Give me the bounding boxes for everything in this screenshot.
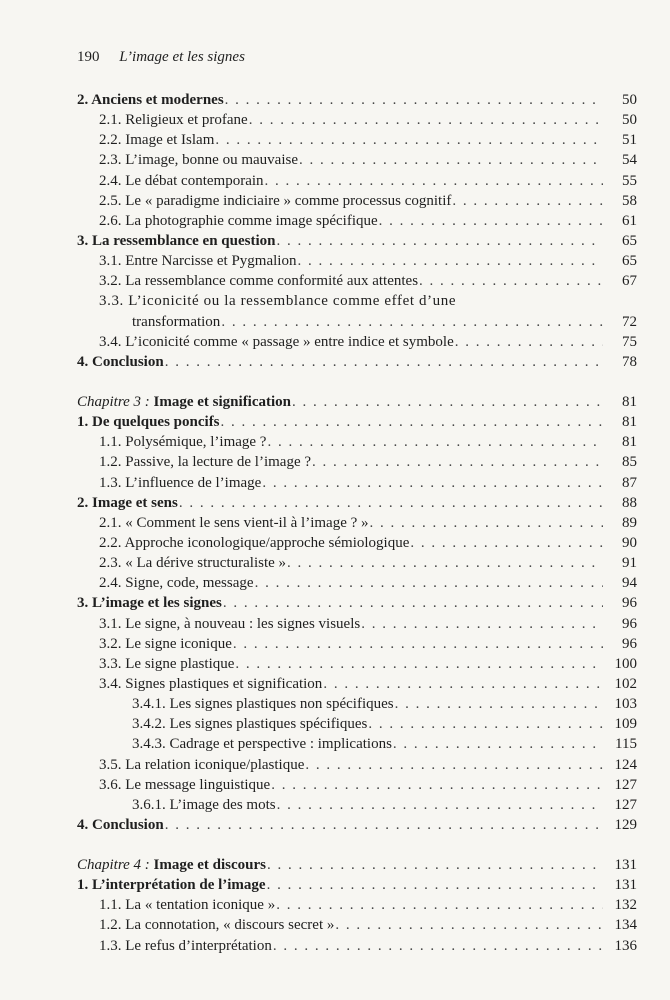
leader-dots (292, 392, 603, 412)
chapter-3-entries (77, 412, 637, 835)
toc-entry-number: 3.4.3. (132, 736, 166, 753)
toc-section-a (77, 90, 637, 291)
leader-dots (370, 513, 603, 533)
toc-entry (77, 755, 637, 775)
toc-entry (77, 573, 637, 593)
toc-entry-text: Le débat contemporain (125, 172, 264, 189)
leader-dots (276, 231, 603, 251)
toc-entry (77, 452, 637, 472)
toc-entry-number: 1.2. (99, 454, 122, 471)
toc-entry-number: 3. (77, 595, 89, 612)
toc-entry-page: 109 (614, 716, 637, 733)
toc-entry (77, 473, 637, 493)
toc-entry-number: 3.6. (99, 776, 122, 793)
toc-entry-text-line2: transformation (132, 313, 221, 330)
leader-dots (249, 110, 603, 130)
toc-entry-number: 3.4. (99, 675, 122, 692)
toc-entry (77, 614, 637, 634)
toc-entry-number: 2. (77, 494, 89, 511)
toc-entry-text: Les signes plastiques spécifiques (169, 716, 368, 733)
toc-entry-number: 2.4. (99, 575, 122, 592)
toc-entry-page: 55 (622, 172, 637, 189)
toc-entry-number: 2.1. (99, 112, 122, 129)
chapter-4-heading (77, 855, 637, 875)
toc-entry (77, 795, 637, 815)
toc-entry-page: 132 (614, 897, 637, 914)
toc-entry (77, 231, 637, 251)
leader-dots (267, 432, 603, 452)
toc-entry-page: 96 (622, 595, 637, 612)
chapter-page: 81 (622, 393, 637, 410)
leader-dots (221, 412, 603, 432)
toc-entry-number: 3. (77, 232, 89, 249)
chapter-title: Image et signification (153, 393, 292, 410)
toc-entry-page: 89 (622, 514, 637, 531)
leader-dots (287, 553, 603, 573)
leader-dots (452, 191, 603, 211)
toc-entry-page: 67 (622, 273, 637, 290)
toc-entry-number: 4. (77, 816, 89, 833)
toc-entry-number: 3.1. (99, 615, 122, 632)
toc-entry-wrapped (77, 291, 637, 311)
toc-entry (77, 533, 637, 553)
toc-entry-number: 2.4. (99, 172, 122, 189)
toc-entry (77, 150, 637, 170)
toc-entry-number: 3.2. (99, 635, 122, 652)
toc-entry-page: 134 (614, 917, 637, 934)
toc-entry (77, 271, 637, 291)
toc-entry-number: 1.3. (99, 937, 122, 954)
toc-entry-number: 2.3. (99, 555, 122, 572)
leader-dots (299, 150, 603, 170)
toc-entry-text: La « tentation iconique » (125, 897, 276, 914)
page-number: 190 (77, 49, 100, 65)
toc-entry-text: L’iconicité comme « passage » entre indice et symbole (125, 333, 454, 350)
toc-entry-text: « La dérive structuraliste » (125, 555, 287, 572)
toc-entry-text: De quelques poncifs (92, 414, 220, 431)
leader-dots (419, 271, 603, 291)
toc-entry-text: L’interprétation de l’image (92, 877, 266, 894)
toc-entry-number: 3.3. (99, 293, 124, 310)
toc-entry (77, 211, 637, 231)
leader-dots (271, 775, 603, 795)
toc-entry-page: 102 (614, 675, 637, 692)
toc-entry (77, 130, 637, 150)
toc-entry (77, 654, 637, 674)
toc-entry-page: 65 (622, 232, 637, 249)
toc-entry (77, 593, 637, 613)
toc-entry-text: Image et sens (92, 494, 178, 511)
leader-dots (165, 352, 603, 372)
chapter-prefix: Chapitre 4 : (77, 857, 150, 874)
leader-dots (368, 714, 603, 734)
toc-entry-number: 2.5. (99, 192, 122, 209)
toc-entry-page: 136 (614, 937, 637, 954)
toc-entry-text: Le signe plastique (125, 655, 235, 672)
chapter-page: 131 (614, 857, 637, 874)
leader-dots (267, 875, 603, 895)
toc-entry-page: 129 (614, 816, 637, 833)
toc-entry (77, 714, 637, 734)
leader-dots (265, 171, 603, 191)
toc-entry-number: 2.1. (99, 514, 122, 531)
toc-entry-page: 72 (622, 313, 637, 330)
toc-entry (77, 775, 637, 795)
leader-dots (379, 211, 603, 231)
toc-entry-number: 3.4.2. (132, 716, 166, 733)
toc-entry-text: La ressemblance en question (92, 232, 276, 249)
toc-entry-number: 3.4. (99, 333, 122, 350)
toc-entry-page: 61 (622, 212, 637, 229)
toc-entry-page: 87 (622, 474, 637, 491)
toc-entry-number: 3.1. (99, 253, 122, 270)
toc-entry-page: 78 (622, 353, 637, 370)
toc-entry-page: 94 (622, 575, 637, 592)
toc-entry (77, 90, 637, 110)
toc-entry-page: 90 (622, 534, 637, 551)
toc-entry-page: 96 (622, 635, 637, 652)
leader-dots (277, 795, 603, 815)
leader-dots (221, 312, 603, 332)
toc-entry (77, 553, 637, 573)
leader-dots (393, 734, 603, 754)
toc-entry-page: 75 (622, 333, 637, 350)
toc-entry-wrapped-cont (77, 312, 637, 332)
toc-entry-text: Le refus d’interprétation (125, 937, 272, 954)
toc-entry-text: Approche iconologique/approche sémiologique (124, 534, 410, 551)
toc-entry (77, 895, 637, 915)
toc-entry-page: 115 (615, 736, 637, 753)
toc-entry-page: 50 (622, 92, 637, 108)
chapter-prefix: Chapitre 3 : (77, 393, 150, 410)
leader-dots (179, 493, 603, 513)
leader-dots (276, 895, 603, 915)
leader-dots (273, 936, 603, 956)
toc-entry-page: 50 (622, 112, 637, 129)
leader-dots (305, 755, 603, 775)
toc-entry-text: Signes plastiques et signification (125, 675, 323, 692)
running-title: L’image et les signes (119, 49, 245, 65)
leader-dots (255, 573, 603, 593)
toc-entry-number: 1.1. (99, 434, 122, 451)
toc-entry (77, 674, 637, 694)
toc-section-b (77, 332, 637, 372)
chapter-title: Image et discours (153, 857, 267, 874)
toc-entry (77, 251, 637, 271)
toc-entry-number: 4. (77, 353, 89, 370)
toc-entry-text: Conclusion (92, 353, 164, 370)
toc-entry-page: 103 (614, 696, 637, 713)
toc-entry-text: La ressemblance comme conformité aux attentes (125, 273, 419, 290)
toc-entry-page: 127 (614, 776, 637, 793)
toc-entry-page: 96 (622, 615, 637, 632)
toc-entry-page: 88 (622, 494, 637, 511)
toc-entry-text: L’influence de l’image (125, 474, 262, 491)
toc-entry-number: 1. (77, 877, 89, 894)
leader-dots (335, 915, 603, 935)
chapter-3-heading (77, 392, 637, 412)
toc-entry-text: L’image et les signes (92, 595, 222, 612)
leader-dots (410, 533, 603, 553)
leader-dots (233, 634, 603, 654)
toc-entry-number: 2.3. (99, 152, 122, 169)
leader-dots (361, 614, 603, 634)
toc-entry-number: 1.3. (99, 474, 122, 491)
leader-dots (312, 452, 603, 472)
toc-entry-text: Image et Islam (125, 132, 215, 149)
toc-entry-text: Le message linguistique (125, 776, 271, 793)
toc-entry-page: 65 (622, 253, 637, 270)
toc-entry-page: 51 (622, 132, 637, 149)
leader-dots (225, 90, 603, 110)
toc-entry-page: 81 (622, 434, 637, 451)
toc-entry-text: Le signe, à nouveau : les signes visuels (125, 615, 361, 632)
toc-entry-page: 81 (622, 414, 637, 431)
toc-entry (77, 694, 637, 714)
toc-entry-number: 3.3. (99, 655, 122, 672)
toc-entry-text: Polysémique, l’image ? (125, 434, 267, 451)
toc-entry-text: Le « paradigme indiciaire » comme processus cognitif (125, 192, 452, 209)
toc-entry (77, 734, 637, 754)
leader-dots (165, 815, 603, 835)
toc-entry-number: 1. (77, 414, 89, 431)
toc-entry-page: 58 (622, 192, 637, 209)
toc-entry (77, 513, 637, 533)
toc-entry-number: 3.4.1. (132, 696, 166, 713)
toc-entry-text-line1: L’iconicité ou la ressemblance comme effet d’une (128, 293, 457, 310)
leader-dots (262, 473, 603, 493)
toc-entry (77, 352, 637, 372)
leader-dots (323, 674, 603, 694)
toc-entry-number: 3.2. (99, 273, 122, 290)
toc-entry-number: 3.5. (99, 756, 122, 773)
toc-entry-text: Conclusion (92, 816, 164, 833)
toc-entry (77, 110, 637, 130)
toc-entry-number: 2.2. (99, 132, 122, 149)
toc-entry-number: 1.1. (99, 897, 122, 914)
toc-entry-text: Cadrage et perspective : implications (169, 736, 392, 753)
toc-entry-page: 127 (614, 796, 637, 813)
toc-entry-number: 2. (77, 92, 89, 108)
toc-entry-number: 2.2. (99, 534, 122, 551)
toc-entry (77, 493, 637, 513)
toc-entry (77, 875, 637, 895)
toc-entry (77, 634, 637, 654)
toc-entry-text: Religieux et profane (125, 112, 248, 129)
toc-entry (77, 332, 637, 352)
leader-dots (395, 694, 603, 714)
toc-entry (77, 915, 637, 935)
toc-entry-number: 2.6. (99, 212, 122, 229)
toc-entry (77, 936, 637, 956)
table-of-contents (77, 90, 637, 956)
toc-entry-page: 54 (622, 152, 637, 169)
toc-entry-text: La connotation, « discours secret » (125, 917, 335, 934)
toc-entry-text: Signe, code, message (125, 575, 254, 592)
leader-dots (297, 251, 603, 271)
toc-entry-text: La relation iconique/plastique (125, 756, 305, 773)
toc-entry-text: Les signes plastiques non spécifiques (169, 696, 394, 713)
chapter-4-entries (77, 875, 637, 956)
toc-entry-page: 124 (614, 756, 637, 773)
leader-dots (215, 130, 603, 150)
leader-dots (267, 855, 603, 875)
toc-entry-number: 3.6.1. (132, 796, 166, 813)
toc-entry-page: 85 (622, 454, 637, 471)
leader-dots (455, 332, 603, 352)
toc-entry-page: 91 (622, 555, 637, 572)
toc-entry (77, 815, 637, 835)
toc-entry-number: 1.2. (99, 917, 122, 934)
toc-entry-text: Anciens et modernes (91, 92, 224, 108)
toc-entry (77, 171, 637, 191)
leader-dots (223, 593, 603, 613)
toc-entry-page: 131 (614, 877, 637, 894)
toc-entry-text: Le signe iconique (125, 635, 232, 652)
toc-entry (77, 191, 637, 211)
toc-entry (77, 432, 637, 452)
toc-entry-text: La photographie comme image spécifique (125, 212, 378, 229)
toc-entry-text: L’image des mots (169, 796, 276, 813)
toc-entry-text: Entre Narcisse et Pygmalion (125, 253, 297, 270)
toc-entry-text: L’image, bonne ou mauvaise (125, 152, 298, 169)
toc-entry-text: « Comment le sens vient-il à l’image ? » (125, 514, 369, 531)
toc-entry (77, 412, 637, 432)
toc-entry-text: Passive, la lecture de l’image ? (125, 454, 312, 471)
running-header (77, 49, 245, 66)
toc-entry-page: 100 (614, 655, 637, 672)
leader-dots (235, 654, 603, 674)
